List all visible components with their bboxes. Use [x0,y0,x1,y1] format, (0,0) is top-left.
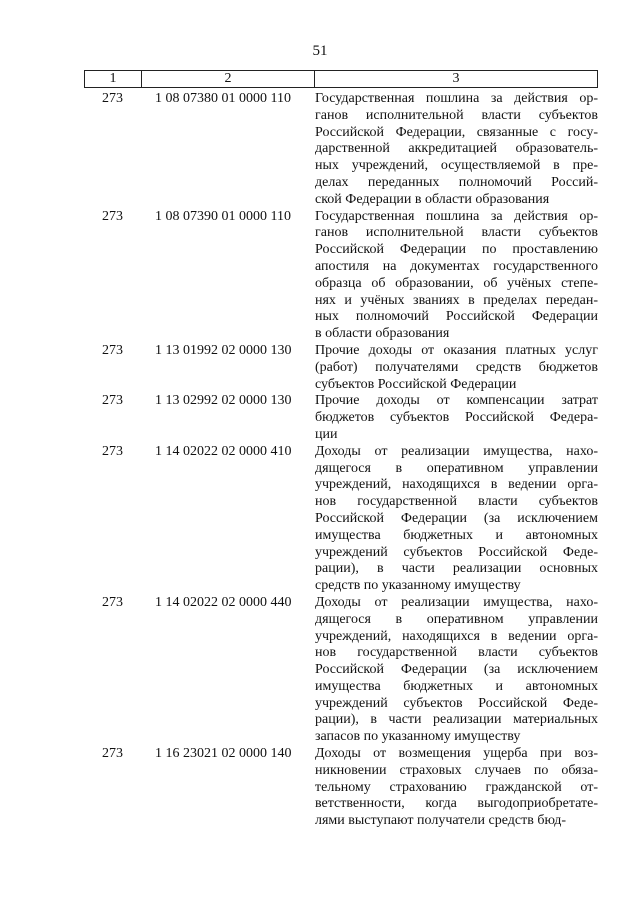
description-line: (работ) получателями средств бюджетов [315,359,598,375]
description-line: Доходы от реализации имущества, нахо- [315,594,598,610]
admin-code-cell: 273 [102,393,123,409]
description-line: никновении страховых случаев по обяза- [315,762,598,778]
description-line: ганов исполнительной власти субъектов [315,107,598,123]
admin-code-cell: 273 [102,594,123,610]
description-line: Прочие доходы от компенсации затрат [315,393,598,409]
description-line: Российской Федерации (за исключением [315,662,598,678]
description-line: лями выступают получатели средств бюд- [315,813,567,829]
budget-code-cell: 1 08 07380 01 0000 110 [155,91,291,106]
description-line: имущества бюджетных и автономных [315,527,598,543]
header-col-3: 3 [452,71,460,86]
description-line: дарственной аккредитацией образователь- [315,141,598,157]
admin-code-cell: 273 [102,91,123,106]
description-line: ных учреждений, осуществляемой в пре- [315,158,598,174]
description-line: рации), в части реализации основных [315,561,598,577]
description-line: рации), в части реализации материальных [315,712,598,728]
description-line: ганов исполнительной власти субъектов [315,225,598,241]
description-line: дящегося в оперативном управлении [315,460,598,476]
budget-code-cell: 1 13 02992 02 0000 130 [155,393,292,409]
description-line: делах переданных полномочий Россий- [315,174,598,190]
admin-code-cell: 273 [102,342,123,358]
description-line: в области образования [315,326,450,342]
description-line: Доходы от реализации имущества, нахо- [315,443,598,459]
description-line: ской Федерации в области образования [315,191,550,207]
table-body [84,91,598,830]
description-line: апостиля на документах государственного [315,258,598,274]
description-line: Российской Федерации по проставлению [315,242,598,258]
table-row [84,343,598,393]
description-line: запасов по указанному имуществу [315,729,521,745]
admin-code-cell: 273 [102,746,123,762]
description-line: средств по указанному имуществу [315,578,521,594]
description-line: учреждений субъектов Российской Феде- [315,544,598,560]
description-line: Прочие доходы от оказания платных услуг [315,342,598,358]
page-number: 51 [312,43,328,59]
table-row [84,444,598,595]
description-line: субъектов Российской Федерации [315,376,517,392]
description-line: бюджетов субъектов Российской Федера- [315,410,598,426]
table-row [84,91,598,209]
table-row [84,595,598,746]
description-line: образца об образовании, об учёных степе- [315,275,598,291]
description-line: ции [315,426,338,442]
budget-code-cell: 1 16 23021 02 0000 140 [155,746,292,762]
description-line: Российской Федерации, связанные с госу- [315,124,598,140]
description-cell [314,393,598,443]
description-cell [314,746,598,830]
description-line: Государственная пошлина за действия ор- [315,208,598,224]
description-line: нов государственной власти субъектов [315,645,598,661]
description-line: дящегося в оперативном управлении [315,611,598,627]
admin-code-cell: 273 [102,208,123,224]
description-line: учреждений, находящихся в ведении орга- [315,477,598,493]
description-line: нях и учёных званиях в пределах передан- [315,292,598,308]
table-row [84,209,598,343]
description-line: Российской Федерации (за исключением [315,510,598,526]
table-header [84,70,598,88]
description-line: имущества бюджетных и автономных [315,678,598,694]
description-cell [314,343,598,393]
description-line: учреждений, находящихся в ведении орга- [315,628,598,644]
budget-code-cell: 1 14 02022 02 0000 440 [155,594,292,610]
description-line: нов государственной власти субъектов [315,494,598,510]
description-cell [314,444,598,595]
description-line: тельному страхованию гражданской от- [315,779,598,795]
header-col-2: 2 [142,71,315,87]
description-cell [314,91,598,209]
description-cell [314,595,598,746]
budget-code-cell: 1 13 01992 02 0000 130 [155,342,292,358]
description-line: Государственная пошлина за действия ор- [315,91,598,106]
description-cell [314,209,598,343]
description-line: учреждений субъектов Российской Феде- [315,695,598,711]
budget-code-cell: 1 14 02022 02 0000 410 [155,443,292,459]
table-row [84,746,598,830]
description-line: ветственности, когда выгодоприобретате- [315,796,598,812]
budget-code-cell: 1 08 07390 01 0000 110 [155,208,291,224]
header-col-1: 1 [85,71,142,87]
table-row [84,393,598,443]
description-line: ных полномочий Российской Федерации [315,309,598,325]
description-line: Доходы от возмещения ущерба при воз- [315,746,598,762]
admin-code-cell: 273 [102,443,123,459]
